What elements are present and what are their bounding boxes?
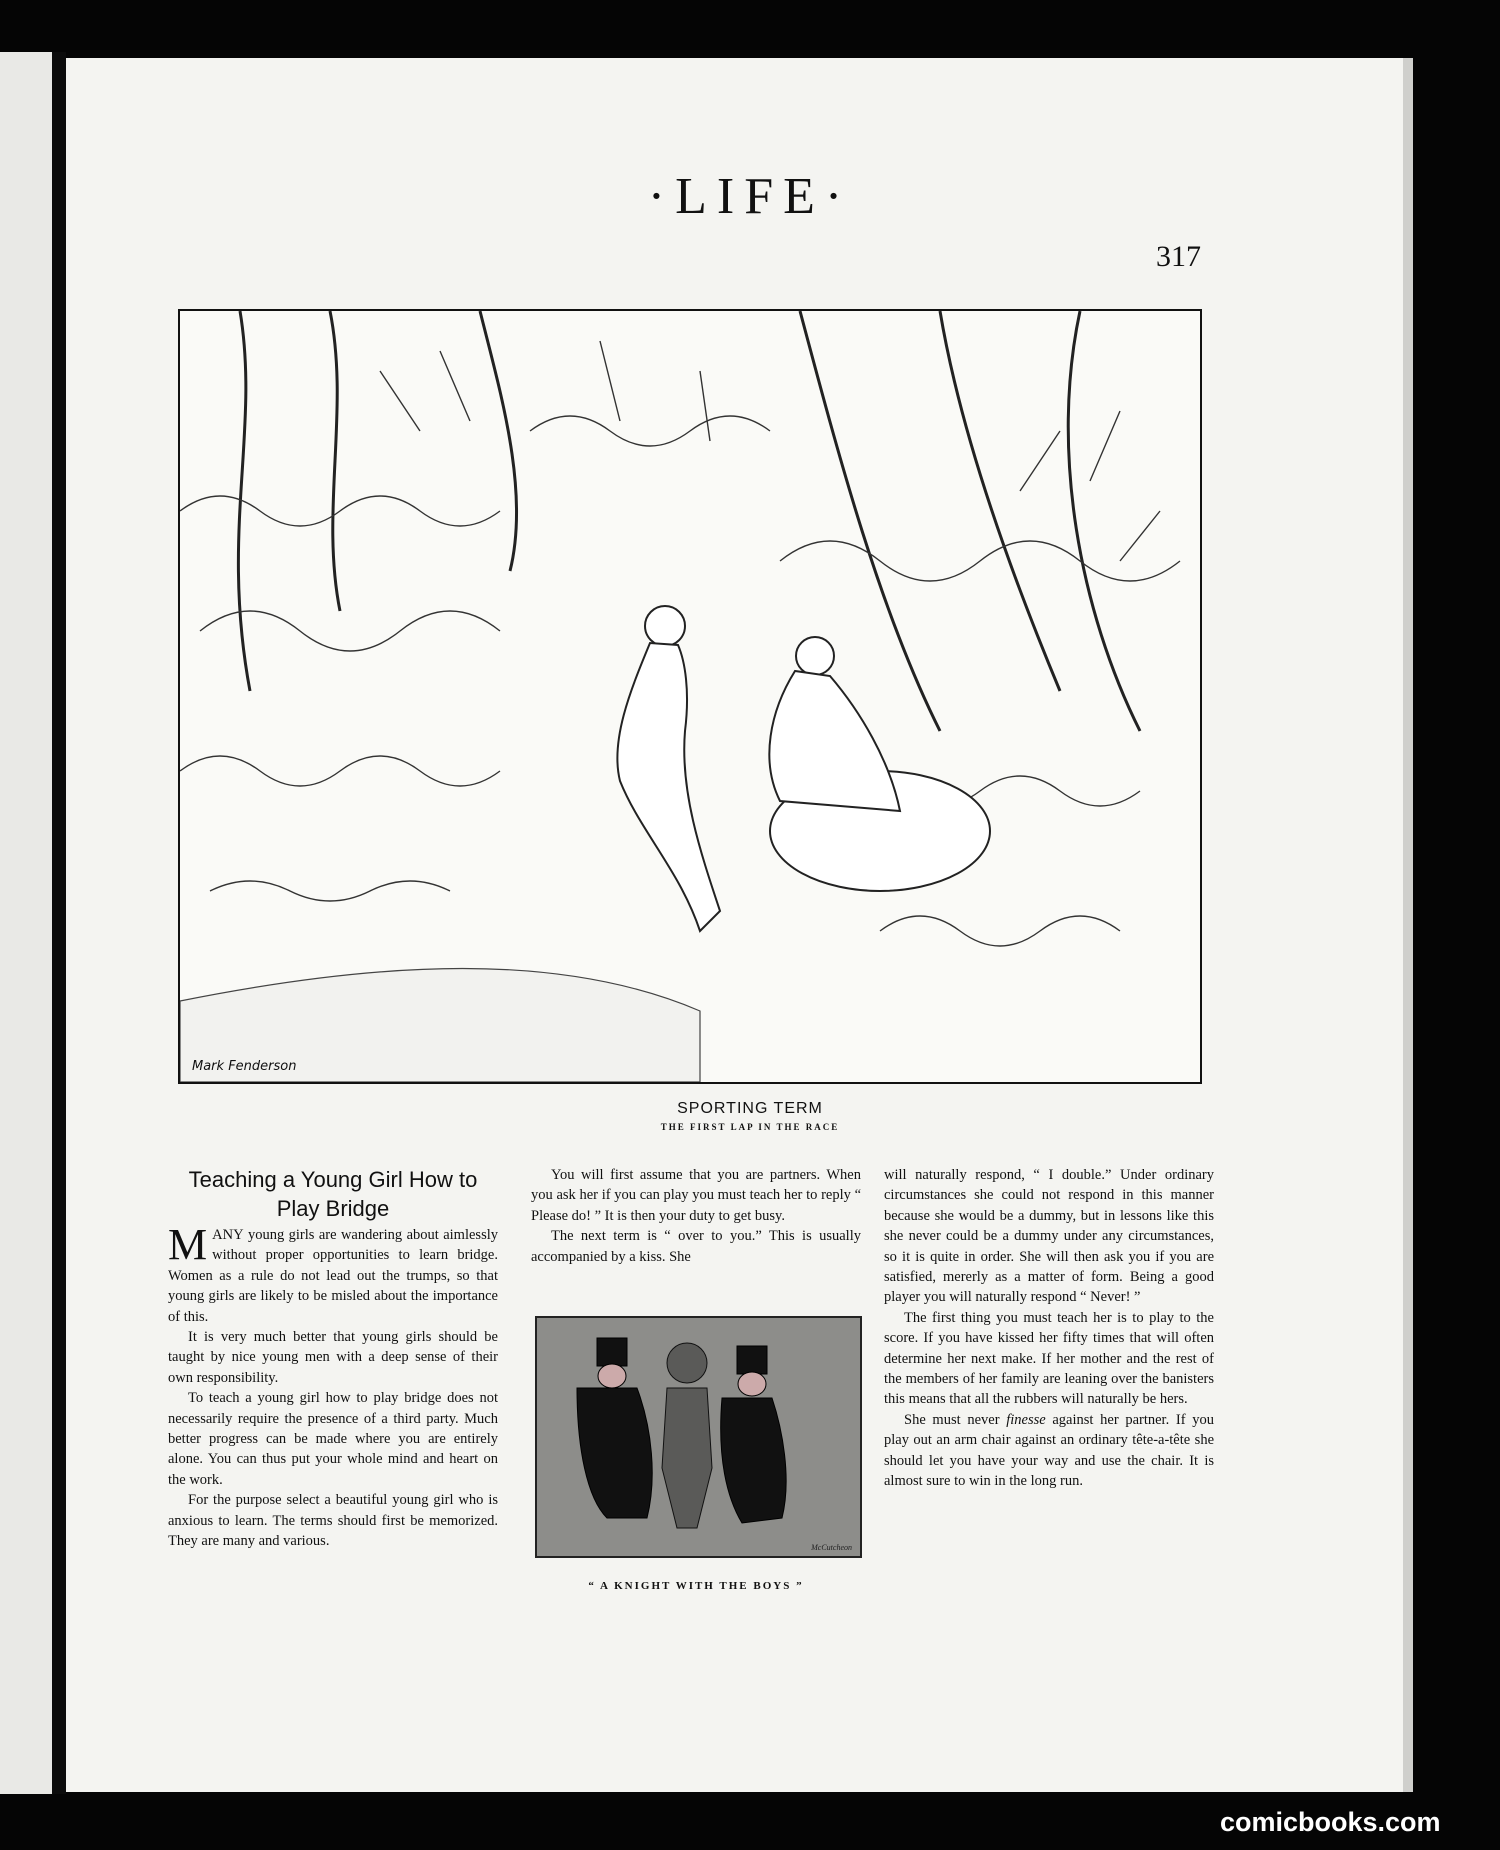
article-title: Teaching a Young Girl How to Play Bridge bbox=[188, 1167, 478, 1221]
paragraph-text: young girls are wandering about aimlessly without proper opportunities to learn bridge. Women as a rule do not lead out the trumps, so that young girls are likely to be misled about the importance of this. bbox=[168, 1227, 498, 1325]
article-paragraph: You will first assume that you are partners. When you ask her if you can play you must teach her to reply “ Please do! ” It is then your duty to get busy. bbox=[531, 1167, 861, 1224]
lead-smallcaps: ANY bbox=[212, 1227, 244, 1243]
article-paragraph: It is very much better that young girls should be taught by nice young men with a deep sense of their own responsibility. bbox=[168, 1329, 498, 1386]
article-column-1 bbox=[168, 1165, 498, 1552]
article-paragraph: The next term is “ over to you.” This is usually accompanied by a kiss. She bbox=[531, 1228, 861, 1265]
article-paragraph: The first thing you must teach her is to play to the score. If you have kissed her fifty times that will often determine her next make. If her mother and the rest of the members of her family are leaning over the banisters this means that all the rubbers will naturally be hers. bbox=[884, 1309, 1214, 1408]
three-figures-drawing bbox=[537, 1318, 860, 1556]
inset-cartoon bbox=[535, 1316, 862, 1558]
article-paragraph bbox=[884, 1410, 1214, 1492]
paragraph-text: She must never bbox=[904, 1411, 1007, 1428]
article-paragraph: will naturally respond, “ I double.” Under ordinary circumstances she could not respond in this manner because she would be a dummy, but in lessons like this she never could be a dummy under any circumstances, so it is quite in order. She will then ask you if you are satisfied, mererly as a matter of form. Being a good player you will naturally respond “ Never! ” bbox=[884, 1167, 1214, 1306]
previous-page-edge bbox=[0, 52, 52, 1794]
drop-cap: M bbox=[168, 1220, 208, 1269]
book-gutter bbox=[52, 52, 66, 1794]
italic-term: finesse bbox=[1006, 1411, 1046, 1428]
illustration-caption-title: SPORTING TERM bbox=[677, 1100, 823, 1117]
inset-signature: McCutcheon bbox=[811, 1543, 852, 1552]
page-stack-edge bbox=[1403, 58, 1413, 1792]
illustration-caption-subtitle: THE FIRST LAP IN THE RACE bbox=[660, 1122, 840, 1132]
article-paragraph: For the purpose select a beautiful young girl who is anxious to learn. The terms should first be memorized. They are many and various. bbox=[168, 1492, 498, 1550]
paragraph-text: against her partner. If you play out an arm chair against an ordinary tête-a-tête she should let you have your way and use the chair. It is almost sure to win in the long run. bbox=[884, 1411, 1214, 1490]
masthead-title: ·LIFE· bbox=[647, 168, 853, 225]
main-illustration bbox=[178, 309, 1202, 1084]
inset-caption: “ A KNIGHT WITH THE BOYS ” bbox=[588, 1580, 804, 1592]
site-watermark: comicbooks.com bbox=[1220, 1807, 1441, 1837]
article-column-2 bbox=[531, 1165, 861, 1267]
article-paragraph: To teach a young girl how to play bridge does not necessarily require the presence of a third party. Much better progress can be made where you are entirely alone. You can thus put your whole mind and heart on the work. bbox=[168, 1390, 498, 1488]
page-number: 317 bbox=[1156, 240, 1201, 273]
jungle-scene-drawing bbox=[180, 311, 1200, 1082]
artist-signature: Mark Fenderson bbox=[192, 1059, 297, 1074]
article-column-3 bbox=[884, 1165, 1214, 1492]
article-paragraph bbox=[168, 1220, 498, 1327]
